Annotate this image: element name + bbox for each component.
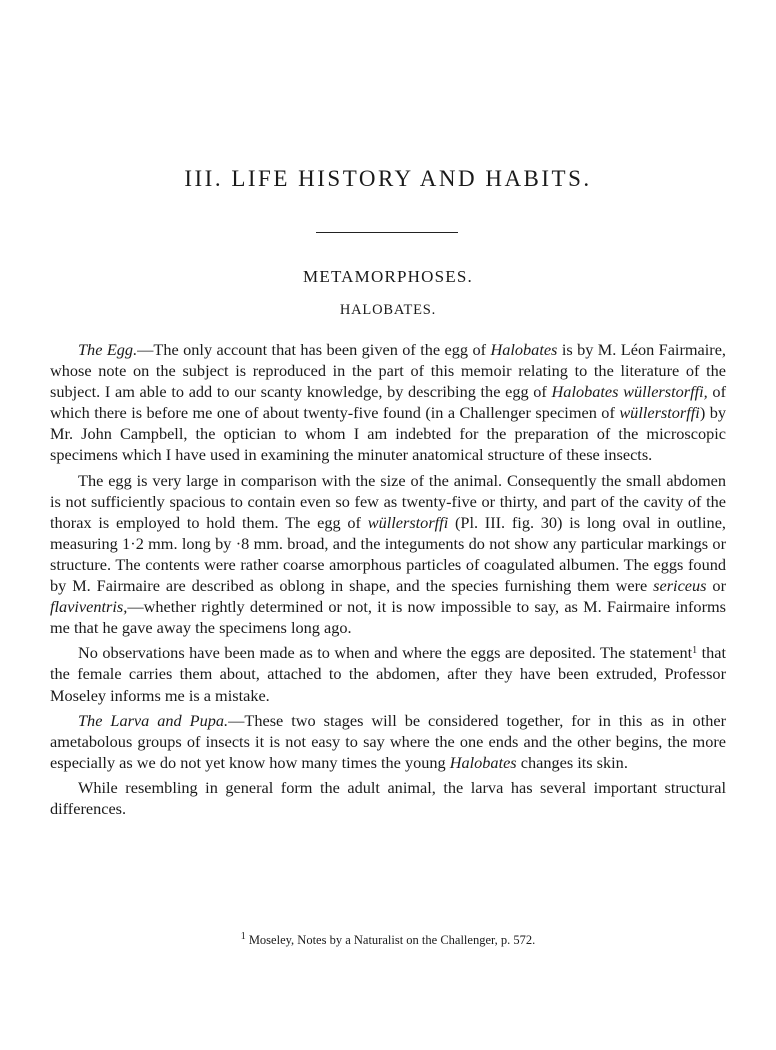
text-run: —whether rightly determined or not, it is now impossible to say, as M. Fairmaire informs me that he gave away the specimens long ago. bbox=[50, 597, 726, 638]
text-run: is by M. Léon Fairmaire, whose note on the subject is reproduced in the part of this memoir relating to the literature of the subject. I am able to add to our scanty knowledge, by describing the egg of bbox=[50, 340, 726, 402]
italic-term: Halobates bbox=[449, 752, 517, 772]
italic-term: Halobates wüllerstorffi, bbox=[551, 382, 708, 402]
footnote-text: Moseley, Notes by a Naturalist on the Challenger, p. 572. bbox=[245, 933, 536, 947]
footnote-reference: 1 bbox=[692, 645, 698, 657]
footnote-marker: 1 bbox=[240, 931, 246, 942]
text-run: of which there is before me one of about twenty-five found (in a Challenger specimen of bbox=[50, 382, 726, 423]
text-run: —The only account that has been given of the egg of bbox=[137, 340, 491, 359]
text-run: changes its skin. bbox=[516, 752, 628, 772]
text-run: —These two stages will be considered together, for in this as in other ametabolous groups of insects it is not easy to say where the one ends and the other begins, the more especially as we do not yet know how many times the young bbox=[50, 710, 727, 772]
divider-rule bbox=[316, 232, 458, 233]
paragraph-larva-differences bbox=[50, 777, 726, 819]
chapter-title: III. LIFE HISTORY AND HABITS. bbox=[184, 166, 592, 191]
text-run: No observations have been made as to when and where the eggs are deposited. The statement bbox=[78, 643, 693, 663]
footnote bbox=[50, 933, 726, 948]
text-run: While resembling in general form the adult animal, the larva has several important structural differences. bbox=[50, 777, 726, 818]
italic-term: flaviventris, bbox=[50, 597, 128, 617]
italic-term: Halobates bbox=[490, 340, 558, 359]
paragraph-deposition bbox=[50, 642, 726, 705]
paragraph-lead: The Egg. bbox=[78, 340, 138, 359]
paragraph-egg bbox=[50, 339, 726, 466]
paragraph-larva-pupa bbox=[50, 710, 726, 773]
paragraph-lead: The Larva and Pupa. bbox=[78, 710, 229, 730]
paragraph-egg-size bbox=[50, 470, 726, 639]
text-run: The egg is very large in comparison with the size of the animal. Consequently the small abdomen is not sufficiently spacious to contain even so few as twenty-five or thirty, and part of the cavity of the thorax is employed to hold them. The egg of bbox=[50, 470, 726, 532]
text-run: ) by Mr. John Campbell, the optician to whom I am indebted for the preparation of the microscopic specimens which I have used in examining the minuter anatomical structure of these insects. bbox=[50, 403, 726, 465]
section-title: METAMORPHOSES. bbox=[303, 267, 473, 286]
text-run: or bbox=[706, 576, 726, 596]
body-text bbox=[50, 339, 726, 819]
italic-term: wüllerstorffi bbox=[367, 512, 449, 532]
text-run: (Pl. III. fig. 30) is long oval in outline, measuring 1·2 mm. long by ·8 mm. broad, and the integuments do not show any particular markings or structure. The contents were rather coarse amorphous particles of coagulated albumen. The eggs found by M. Fairmaire are described as oblong in shape, and the species furnishing them were bbox=[50, 512, 726, 596]
italic-term: wüllerstorffi bbox=[619, 403, 700, 423]
text-run: that the female carries them about, attached to the abdomen, after they have been extruded, Professor Moseley informs me is a mistake. bbox=[50, 643, 727, 705]
subsection-title: HALOBATES. bbox=[339, 302, 437, 318]
italic-term: sericeus bbox=[653, 576, 707, 596]
